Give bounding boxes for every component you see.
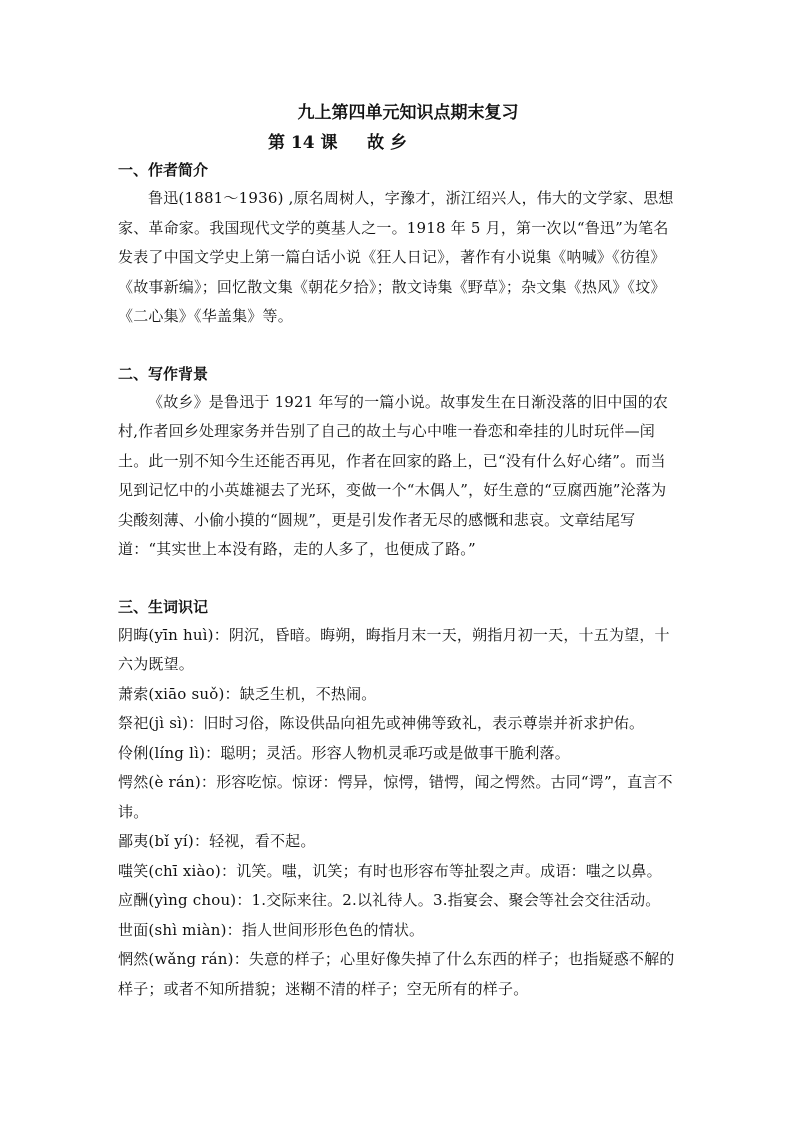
vocab-entry: 惘然(wǎng rán)：失意的样子；心里好像失掉了什么东西的样子；也指疑惑不解的样子；或者不知所措貌；迷糊不清的样子；空无所有的样子。 bbox=[118, 950, 675, 998]
vocab-entry: 嗤笑(chī xiào)：讥笑。嗤，讥笑；有时也形容布等扯裂之声。成语：嗤之以鼻。 bbox=[118, 861, 662, 880]
document-title: 九上第四单元知识点期末复习 bbox=[297, 103, 519, 123]
section-heading-vocabulary: 三、生词识记 bbox=[118, 597, 209, 616]
vocab-entry: 祭祀(jì sì)：旧时习俗，陈设供品向祖先或神佛等致礼，表示尊崇并祈求护佑。 bbox=[118, 714, 645, 732]
vocab-entry: 伶俐(líng lì)：聪明；灵活。形容人物机灵乖巧或是做事干脆利落。 bbox=[118, 743, 570, 762]
vocab-entry: 世面(shì miàn)：指人世间形形色色的情状。 bbox=[118, 920, 425, 939]
vocab-entry: 鄙夷(bǐ yí)：轻视，看不起。 bbox=[118, 832, 316, 850]
vocab-entry: 萧索(xiāo suǒ)：缺乏生机，不热闹。 bbox=[118, 684, 377, 703]
vocab-entry: 阴晦(yīn huì)：阴沉，昏暗。晦朔，晦指月末一天，朔指月初一天，十五为望，十六为既望。 bbox=[118, 625, 670, 673]
lesson-name: 故 乡 bbox=[367, 133, 408, 153]
lesson-number: 第 14 课 bbox=[268, 133, 338, 153]
background-paragraph: 《故乡》是鲁迅于 1921 年写的一篇小说。故事发生在日渐没落的旧中国的农村,作者回乡处理家务并告别了自己的故土与心中唯一眷恋和牵挂的儿时玩伴—闰土。此一别不知今生还能否再见，作者在回家的路上，已“没有什么好心绪”。而当见到记忆中的小英雄褪去了光环，变做一个“木偶人”，好生意的“豆腐西施”沦落为尖酸刻薄、小偷小摸的“圆规”，更是引发作者无尽的感慨和悲哀。文章结尾写道：“其实世上本没有路，走的人多了，也便成了路。” bbox=[118, 392, 669, 558]
document-body bbox=[118, 100, 678, 1004]
author-paragraph: 鲁迅(1881～1936) ,原名周树人，字豫才，浙江绍兴人，伟大的文学家、思想家、革命家。我国现代文学的奠基人之一。1918 年 5 月，第一次以“鲁迅”为笔名发表了中国文学史上第一篇白话小说《狂人日记》，著作有小说集《呐喊》《彷徨》《故事新编》；回忆散文集《朝花夕拾》；散文诗集《野草》；杂文集《热风》《坟》《二心集》《华盖集》等。 bbox=[118, 189, 674, 325]
vocab-entry: 愕然(è rán)：形容吃惊。惊讶：愕异，惊愕，错愕，闻之愕然。古同“谔”，直言不讳。 bbox=[118, 773, 673, 821]
section-heading-author: 一、作者简介 bbox=[118, 161, 209, 179]
section-heading-background: 二、写作背景 bbox=[118, 364, 209, 383]
lesson-title bbox=[268, 130, 678, 156]
vocab-entry: 应酬(yìng chou)：1.交际来往。2.以礼待人。3.指宴会、聚会等社会交往活动。 bbox=[118, 891, 661, 909]
